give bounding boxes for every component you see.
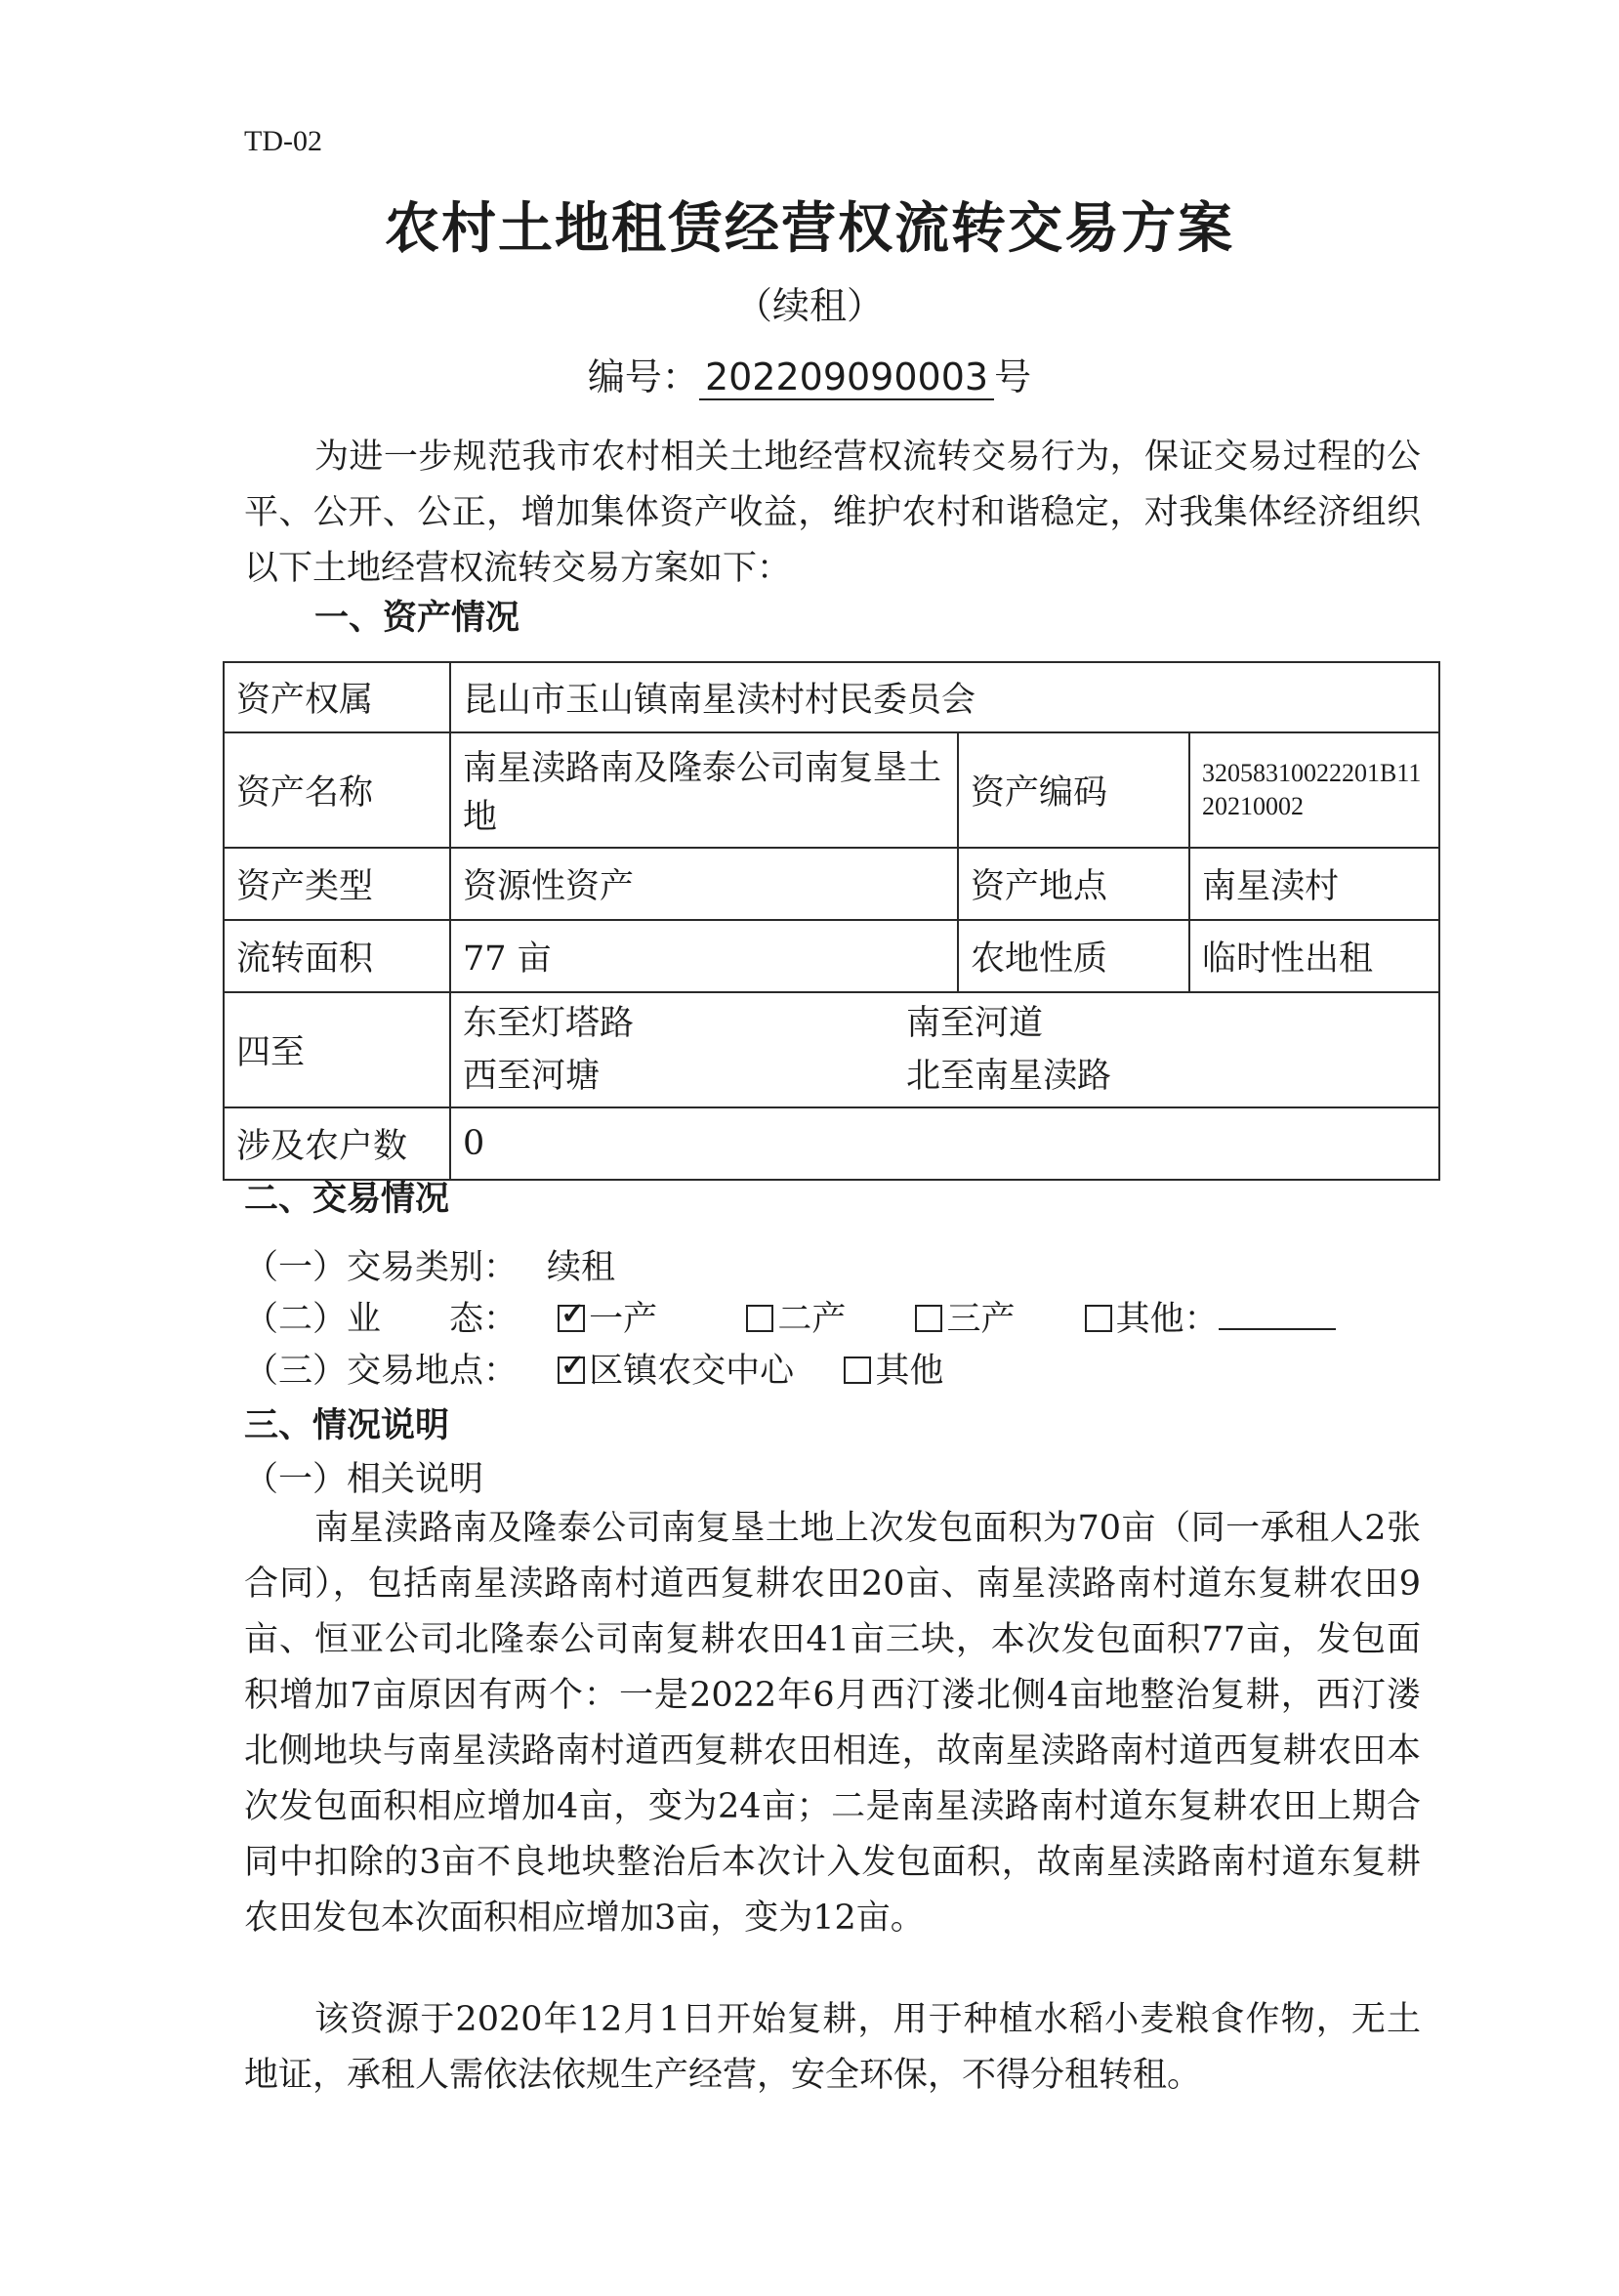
bound-north: 北至南星渎路 <box>906 1057 1112 1096</box>
asset-type-label: 资产类型 <box>224 848 450 920</box>
asset-location-value: 南星渎村 <box>1189 848 1439 920</box>
table-row <box>224 992 1439 1107</box>
asset-type-value: 资源性资产 <box>450 848 958 920</box>
section-heading-trade: 二、交易情况 <box>244 1180 450 1219</box>
explanation-paragraph-2: 该资源于2020年12月1日开始复耕，用于种植水稻小麦粮食作物，无土地证，承租人需依法依规生产经营，安全环保，不得分租转租。 <box>244 2000 1421 2095</box>
trade-type-label: （一）交易类别： <box>244 1248 519 1287</box>
area-label: 流转面积 <box>224 920 450 992</box>
trade-type-value: 续租 <box>547 1248 616 1287</box>
other-blank <box>1219 1328 1336 1330</box>
option-secondary: 二产 <box>777 1300 847 1339</box>
bound-west: 西至河塘 <box>463 1057 601 1096</box>
bound-south: 南至河道 <box>906 1004 1044 1043</box>
section-heading-explanation: 三、情况说明 <box>244 1406 450 1445</box>
explanation-paragraph-1: 南星渎路南及隆泰公司南复垦土地上次发包面积为70亩（同一承租人2张合同），包括南星渎路南村道西复耕农田20亩、南星渎路南村道东复耕农田9亩、恒亚公司北隆泰公司南复耕农田41亩三块，本次发包面积77亩，发包面积增加7亩原因有两个：一是2022年6月西汀溇北侧4亩地整治复耕，西汀溇北侧地块与南星渎路南村道西复耕农田相连，故南星渎路南村道西复耕农田本次发包面积相应增加4亩，变为24亩；二是南星渎路南村道东复耕农田上期合同中扣除的3亩不良地块整治后本次计入发包面积，故南星渎路南村道东复耕农田发包本次面积相应增加3亩，变为12亩。 <box>244 1509 1421 1938</box>
document-code: TD-02 <box>244 125 322 157</box>
owner-label: 资产权属 <box>224 662 450 732</box>
number-value: 202209090003 <box>699 355 994 400</box>
document-number <box>0 347 1619 400</box>
option-other: 其他： <box>1115 1300 1219 1339</box>
area-value: 77 亩 <box>450 920 958 992</box>
checkbox-other-icon[interactable] <box>1085 1305 1112 1332</box>
option-tertiary: 三产 <box>946 1300 1016 1339</box>
nature-value: 临时性出租 <box>1189 920 1439 992</box>
industry-label: （二）业 态： <box>244 1300 519 1339</box>
table-row <box>224 662 1439 732</box>
checkbox-place-other-icon[interactable] <box>844 1357 871 1384</box>
intro-paragraph: 为进一步规范我市农村相关土地经营权流转交易行为，保证交易过程的公平、公开、公正，增加集体资产收益，维护农村和谐稳定，对我集体经济组织以下土地经营权流转交易方案如下： <box>244 438 1421 588</box>
bounds-label: 四至 <box>224 992 450 1107</box>
asset-code-value: 32058310022201B1120210002 <box>1189 732 1439 848</box>
place-center: 区镇农交中心 <box>589 1352 795 1391</box>
table-row <box>224 732 1439 848</box>
asset-code-label: 资产编码 <box>958 732 1189 848</box>
page-subtitle: （续租） <box>734 284 884 327</box>
table-row <box>224 848 1439 920</box>
owner-value: 昆山市玉山镇南星渎村村民委员会 <box>450 662 1439 732</box>
asset-table <box>223 661 1440 1181</box>
asset-location-label: 资产地点 <box>958 848 1189 920</box>
bounds-value <box>450 992 1439 1107</box>
option-primary: 一产 <box>589 1300 658 1339</box>
bound-east: 东至灯塔路 <box>463 1004 635 1043</box>
page-title: 农村土地租赁经营权流转交易方案 <box>385 197 1234 261</box>
checkbox-center-icon[interactable] <box>558 1357 585 1384</box>
subsection-related: （一）相关说明 <box>244 1460 484 1499</box>
trade-type-row <box>244 1240 615 1289</box>
section-heading-assets: 一、资产情况 <box>314 599 520 638</box>
nature-label: 农地性质 <box>958 920 1189 992</box>
households-value: 0 <box>450 1107 1439 1180</box>
number-suffix: 号 <box>994 355 1032 398</box>
asset-name-label: 资产名称 <box>224 732 450 848</box>
households-label: 涉及农户数 <box>224 1107 450 1180</box>
checkbox-tertiary-icon[interactable] <box>915 1305 942 1332</box>
table-row <box>224 920 1439 992</box>
place-label: （三）交易地点： <box>244 1352 519 1391</box>
place-other: 其他 <box>875 1352 944 1391</box>
number-label: 编号： <box>587 355 699 398</box>
asset-name-value: 南星渎路南及隆泰公司南复垦土地 <box>450 732 958 848</box>
checkbox-secondary-icon[interactable] <box>746 1305 773 1332</box>
industry-row <box>244 1292 1336 1341</box>
checkbox-primary-icon[interactable] <box>558 1305 585 1332</box>
table-row <box>224 1107 1439 1180</box>
place-row <box>244 1344 943 1393</box>
